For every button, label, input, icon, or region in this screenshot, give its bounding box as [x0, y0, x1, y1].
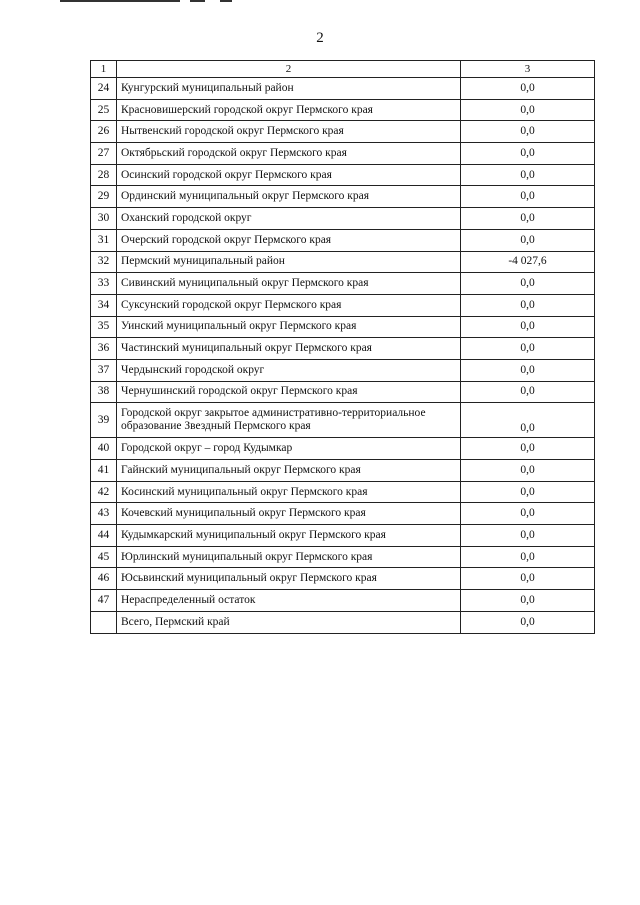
table-row: [91, 294, 595, 316]
row-value: 0,0: [461, 338, 595, 360]
municipality-name: Уинский муниципальный округ Пермского края: [117, 316, 461, 338]
municipality-name: Городской округ – город Кудымкар: [117, 438, 461, 460]
table-row: [91, 316, 595, 338]
row-value: 0,0: [461, 460, 595, 482]
column-header: 1: [91, 61, 117, 78]
row-number: 45: [91, 546, 117, 568]
municipality-name: Красновишерский городской округ Пермского края: [117, 99, 461, 121]
row-number: 46: [91, 568, 117, 590]
table-row: [91, 164, 595, 186]
municipality-name: Городской округ закрытое административно-территориальное образование Звездный Пермского края: [117, 403, 461, 438]
table-row: [91, 99, 595, 121]
row-value: 0,0: [461, 294, 595, 316]
row-value: 0,0: [461, 611, 595, 633]
row-number: 38: [91, 381, 117, 403]
municipality-name: Осинский городской округ Пермского края: [117, 164, 461, 186]
row-value: 0,0: [461, 359, 595, 381]
column-header: 2: [117, 61, 461, 78]
municipality-name: Ординский муниципальный округ Пермского края: [117, 186, 461, 208]
municipality-name: Октябрьский городской округ Пермского края: [117, 143, 461, 165]
row-number: 39: [91, 403, 117, 438]
row-number: 42: [91, 481, 117, 503]
municipality-name: Частинский муниципальный округ Пермского края: [117, 338, 461, 360]
row-value: 0,0: [461, 229, 595, 251]
row-number: 24: [91, 78, 117, 100]
page-number: 2: [316, 30, 324, 46]
municipality-name: Очерский городской округ Пермского края: [117, 229, 461, 251]
municipality-name: Нераспределенный остаток: [117, 590, 461, 612]
row-number: 31: [91, 229, 117, 251]
row-number: 29: [91, 186, 117, 208]
table-row: [91, 381, 595, 403]
municipality-name: Пермский муниципальный район: [117, 251, 461, 273]
table-row: [91, 568, 595, 590]
row-number: 30: [91, 208, 117, 230]
municipality-name: Чердынский городской округ: [117, 359, 461, 381]
table-row: [91, 525, 595, 547]
municipality-name: Юрлинский муниципальный округ Пермского края: [117, 546, 461, 568]
municipality-name: Кочевский муниципальный округ Пермского края: [117, 503, 461, 525]
row-number: [91, 611, 117, 633]
table-row: [91, 251, 595, 273]
row-number: 33: [91, 273, 117, 295]
row-value: 0,0: [461, 438, 595, 460]
row-number: 37: [91, 359, 117, 381]
row-number: 44: [91, 525, 117, 547]
municipality-name: Юсьвинский муниципальный округ Пермского края: [117, 568, 461, 590]
row-value: 0,0: [461, 143, 595, 165]
table-row: [91, 143, 595, 165]
table-row: [91, 438, 595, 460]
table-row: [91, 273, 595, 295]
municipality-name: Гайнский муниципальный округ Пермского края: [117, 460, 461, 482]
row-value: 0,0: [461, 546, 595, 568]
table-row: [91, 78, 595, 100]
row-number: 25: [91, 99, 117, 121]
table-row: [91, 403, 595, 438]
column-header: 3: [461, 61, 595, 78]
row-value: 0,0: [461, 481, 595, 503]
row-value: 0,0: [461, 121, 595, 143]
row-number: 27: [91, 143, 117, 165]
row-number: 47: [91, 590, 117, 612]
scan-mark: [190, 0, 205, 2]
row-number: 43: [91, 503, 117, 525]
row-value: 0,0: [461, 316, 595, 338]
table-row: [91, 590, 595, 612]
row-value: 0,0: [461, 568, 595, 590]
total-row: [91, 611, 595, 633]
row-value: 0,0: [461, 403, 595, 438]
row-value: 0,0: [461, 99, 595, 121]
row-value: 0,0: [461, 525, 595, 547]
row-value: 0,0: [461, 164, 595, 186]
table-row: [91, 121, 595, 143]
table-row: [91, 338, 595, 360]
row-number: 41: [91, 460, 117, 482]
allocation-table: [90, 60, 595, 634]
row-number: 26: [91, 121, 117, 143]
municipality-name: Нытвенский городской округ Пермского края: [117, 121, 461, 143]
row-number: 35: [91, 316, 117, 338]
table-row: [91, 546, 595, 568]
row-value: 0,0: [461, 503, 595, 525]
row-value: 0,0: [461, 590, 595, 612]
row-value: 0,0: [461, 273, 595, 295]
table-header-row: [91, 61, 595, 78]
municipality-name: Суксунский городской округ Пермского края: [117, 294, 461, 316]
row-value: 0,0: [461, 186, 595, 208]
table-row: [91, 460, 595, 482]
row-number: 36: [91, 338, 117, 360]
municipality-name: Кунгурский муниципальный район: [117, 78, 461, 100]
table-row: [91, 208, 595, 230]
municipality-name: Чернушинский городской округ Пермского края: [117, 381, 461, 403]
row-value: -4 027,6: [461, 251, 595, 273]
row-number: 32: [91, 251, 117, 273]
table-row: [91, 229, 595, 251]
table-row: [91, 359, 595, 381]
row-number: 40: [91, 438, 117, 460]
municipality-name: Оханский городской округ: [117, 208, 461, 230]
row-value: 0,0: [461, 78, 595, 100]
table-row: [91, 481, 595, 503]
row-number: 28: [91, 164, 117, 186]
municipality-name: Сивинский муниципальный округ Пермского края: [117, 273, 461, 295]
row-value: 0,0: [461, 381, 595, 403]
table-row: [91, 503, 595, 525]
scan-mark: [60, 0, 180, 2]
municipality-name: Косинский муниципальный округ Пермского края: [117, 481, 461, 503]
municipality-name: Кудымкарский муниципальный округ Пермского края: [117, 525, 461, 547]
municipality-name: Всего, Пермский край: [117, 611, 461, 633]
row-value: 0,0: [461, 208, 595, 230]
table-row: [91, 186, 595, 208]
row-number: 34: [91, 294, 117, 316]
scan-mark: [220, 0, 232, 2]
